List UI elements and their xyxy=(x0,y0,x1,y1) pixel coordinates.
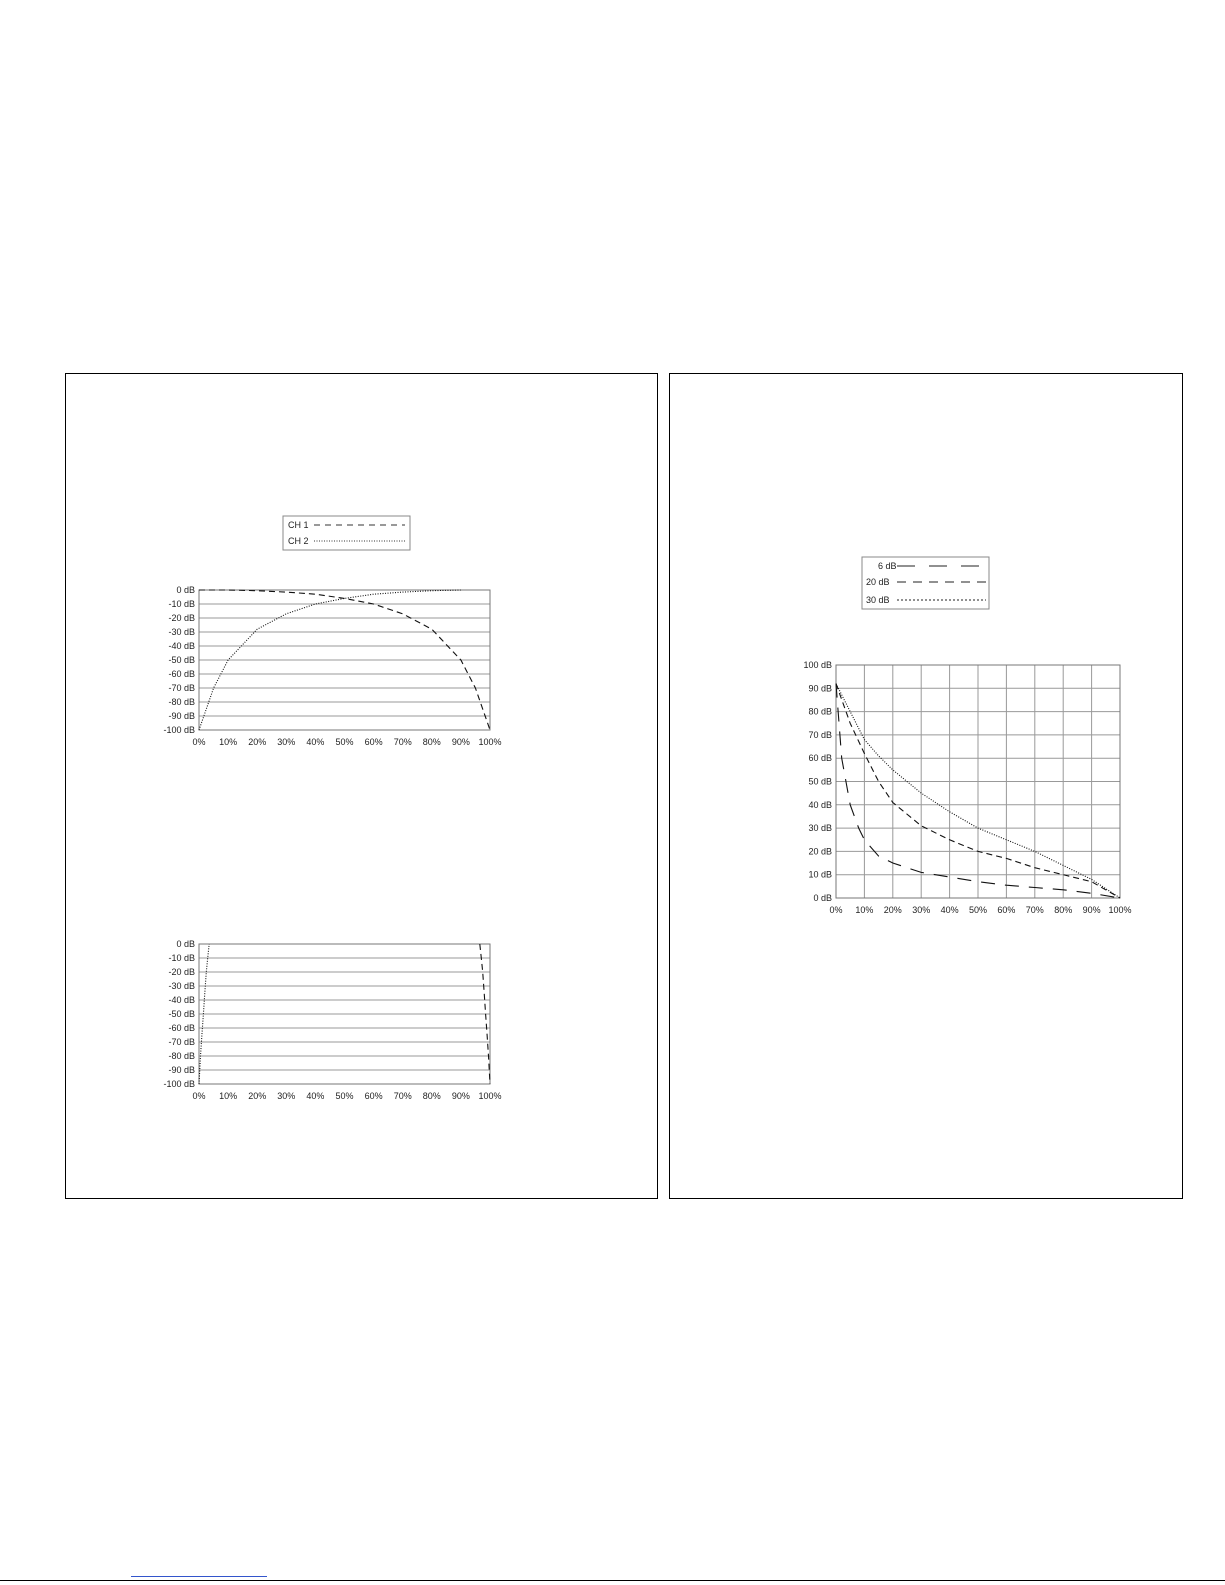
y-tick-label: -20 dB xyxy=(168,967,195,977)
x-tick-label: 70% xyxy=(1025,905,1044,915)
y-tick-label: 70 dB xyxy=(808,729,832,740)
y-tick-label: 0 dB xyxy=(176,939,195,949)
y-tick-label: -90 dB xyxy=(168,711,195,721)
footer-link-underline xyxy=(131,1576,267,1577)
y-tick-label: -30 dB xyxy=(168,627,195,637)
y-tick-label: -70 dB xyxy=(168,683,195,693)
chart-crossfade-ch xyxy=(163,585,501,747)
y-tick-label: -70 dB xyxy=(168,1037,195,1047)
x-tick-label: 10% xyxy=(219,1091,238,1101)
x-tick-label: 50% xyxy=(968,905,988,915)
x-tick-label: 30% xyxy=(912,905,931,915)
y-tick-label: 0 dB xyxy=(813,893,832,903)
x-tick-label: 50% xyxy=(335,737,354,747)
y-tick-label: -90 dB xyxy=(168,1065,195,1075)
y-tick-label: -20 dB xyxy=(168,613,195,623)
x-tick-label: 40% xyxy=(940,905,959,915)
x-tick-label: 70% xyxy=(393,737,412,747)
chart-crossfade-sharp xyxy=(163,939,501,1101)
y-tick-label: 80 dB xyxy=(808,706,832,717)
y-tick-label: 100 dB xyxy=(803,660,832,670)
y-tick-label: 30 dB xyxy=(808,823,832,834)
legend-ch2-label: CH 2 xyxy=(288,536,309,546)
y-tick-label: -50 dB xyxy=(168,1009,195,1019)
y-tick-label: -50 dB xyxy=(168,655,195,665)
x-tick-label: 20% xyxy=(883,905,902,915)
y-tick-label: 60 dB xyxy=(808,753,832,764)
y-tick-label: -100 dB xyxy=(163,725,195,735)
footer-rule xyxy=(0,1580,1225,1581)
x-tick-label: 70% xyxy=(393,1091,412,1101)
y-tick-label: 50 dB xyxy=(808,776,832,787)
y-tick-label: -60 dB xyxy=(168,669,195,679)
legend-30db-label: 30 dB xyxy=(866,595,890,605)
x-tick-label: 30% xyxy=(277,737,296,747)
y-tick-label: -100 dB xyxy=(163,1079,195,1089)
y-tick-label: -30 dB xyxy=(168,981,195,991)
y-tick-label: 20 dB xyxy=(808,846,832,857)
y-tick-label: -80 dB xyxy=(168,1051,195,1061)
x-tick-label: 60% xyxy=(997,905,1016,915)
x-tick-label: 0% xyxy=(829,905,843,915)
x-tick-label: 90% xyxy=(1082,905,1101,915)
y-tick-label: 0 dB xyxy=(176,585,195,595)
legend-ch1-label: CH 1 xyxy=(288,520,309,530)
x-tick-label: 30% xyxy=(277,1091,296,1101)
x-tick-label: 50% xyxy=(335,1091,354,1101)
x-tick-label: 90% xyxy=(451,737,470,747)
legend-ch xyxy=(283,516,410,550)
x-tick-label: 80% xyxy=(422,1091,441,1101)
x-tick-label: 100% xyxy=(478,737,502,747)
y-tick-label: 40 dB xyxy=(808,799,832,810)
legend-6db-label: 6 dB xyxy=(878,561,897,571)
y-tick-label: -60 dB xyxy=(168,1023,195,1033)
y-tick-label: -40 dB xyxy=(168,641,195,651)
x-tick-label: 100% xyxy=(1108,905,1132,915)
x-tick-label: 0% xyxy=(192,1091,206,1101)
y-tick-label: -80 dB xyxy=(168,697,195,707)
x-tick-label: 10% xyxy=(219,737,238,747)
x-tick-label: 10% xyxy=(855,905,874,915)
x-tick-label: 20% xyxy=(248,737,267,747)
y-tick-label: -10 dB xyxy=(168,599,195,609)
x-tick-label: 80% xyxy=(1054,905,1073,915)
y-tick-label: 90 dB xyxy=(808,683,832,694)
legend-20db-label: 20 dB xyxy=(866,577,890,587)
x-tick-label: 80% xyxy=(422,737,441,747)
y-tick-label: 10 dB xyxy=(808,869,832,880)
x-tick-label: 90% xyxy=(451,1091,470,1101)
y-tick-label: -10 dB xyxy=(168,953,195,963)
x-tick-label: 40% xyxy=(306,1091,325,1101)
chart-fade-curves xyxy=(803,660,1131,915)
x-tick-label: 20% xyxy=(248,1091,267,1101)
x-tick-label: 60% xyxy=(364,737,383,747)
x-tick-label: 100% xyxy=(478,1091,502,1101)
x-tick-label: 0% xyxy=(192,737,206,747)
x-tick-label: 40% xyxy=(306,737,325,747)
x-tick-label: 60% xyxy=(364,1091,383,1101)
legend-fade xyxy=(862,557,989,609)
y-tick-label: -40 dB xyxy=(168,995,195,1005)
